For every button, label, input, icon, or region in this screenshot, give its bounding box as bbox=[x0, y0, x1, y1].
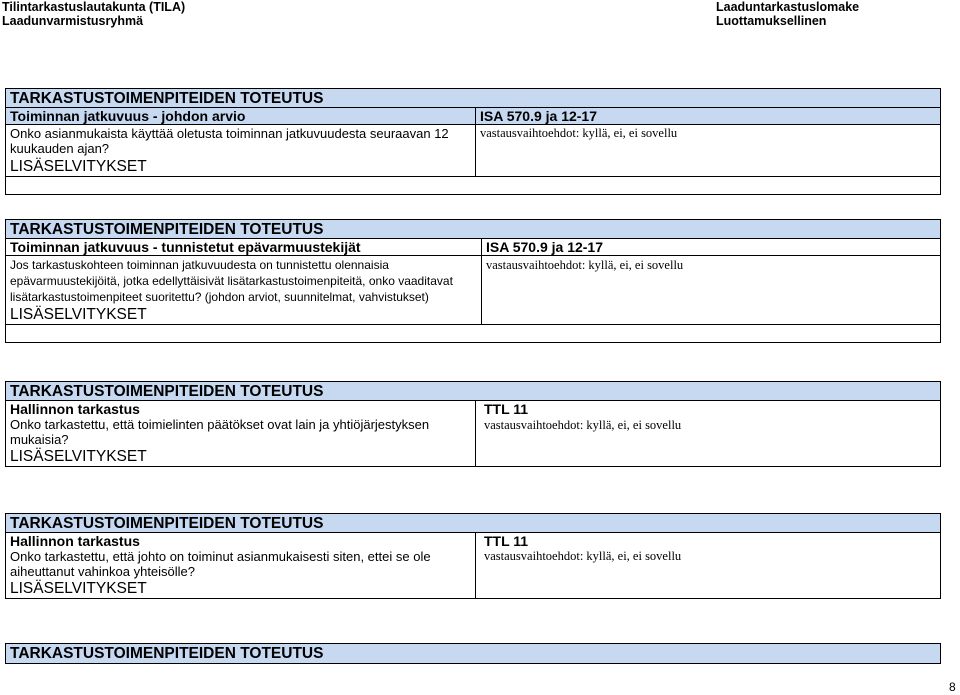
section-title: TARKASTUSTOIMENPITEIDEN TOTEUTUS bbox=[6, 644, 940, 663]
org-unit: Laadunvarmistusryhmä bbox=[2, 14, 144, 28]
question-row bbox=[6, 417, 940, 466]
reference: ISA 570.9 ja 12-17 bbox=[486, 239, 604, 255]
question-row bbox=[6, 125, 940, 177]
subheading: Hallinnon tarkastus bbox=[6, 401, 476, 417]
more-info-label: LISÄSELVITYKSET bbox=[10, 448, 147, 465]
question-row bbox=[6, 256, 940, 325]
answer-options[interactable]: vastausvaihtoehdot: kyllä, ei, ei sovellu bbox=[484, 549, 682, 563]
form-name: Laaduntarkastuslomake bbox=[716, 0, 860, 14]
section-5 bbox=[5, 643, 941, 664]
question-row bbox=[6, 549, 940, 598]
reference-prefix: TTL 11 bbox=[484, 533, 529, 549]
section-2 bbox=[5, 219, 941, 343]
question-text: Jos tarkastuskohteen toiminnan jatkuvuudesta on tunnistettu olennaisia epävarmuustekijöitä, jotka edellyttäisivät lisätarkastustoimenpiteitä, onko vaaditavat lisätarkastustoimenpiteet suoritettu? (johdon arviot, suunnitelmat, vahvistukset) bbox=[10, 258, 453, 304]
subheading-row bbox=[6, 401, 940, 417]
subheading: Hallinnon tarkastus bbox=[6, 533, 476, 549]
section-title: TARKASTUSTOIMENPITEIDEN TOTEUTUS bbox=[6, 220, 940, 239]
reference: ISA 570.9 ja 12-17 bbox=[480, 108, 598, 124]
header-left bbox=[2, 0, 185, 28]
org-name: Tilintarkastuslautakunta (TILA) bbox=[2, 0, 186, 14]
answer-options[interactable]: vastausvaihtoehdot: kyllä, ei, ei sovellu bbox=[486, 258, 684, 272]
subheading-row bbox=[6, 533, 940, 549]
section-title: TARKASTUSTOIMENPITEIDEN TOTEUTUS bbox=[6, 514, 940, 533]
question-text: Onko asianmukaista käyttää oletusta toiminnan jatkuvuudesta seuraavan 12 kuukauden ajan? bbox=[10, 126, 449, 156]
answer-options[interactable]: vastausvaihtoehdot: kyllä, ei, ei sovellu bbox=[484, 418, 682, 432]
section-title: TARKASTUSTOIMENPITEIDEN TOTEUTUS bbox=[6, 382, 940, 401]
answer-options[interactable]: vastausvaihtoehdot: kyllä, ei, ei sovellu bbox=[480, 126, 678, 140]
confidentiality: Luottamuksellinen bbox=[716, 14, 827, 28]
answer-field[interactable] bbox=[6, 325, 940, 342]
page-number: 8 bbox=[949, 680, 956, 694]
section-4 bbox=[5, 513, 941, 599]
reference bbox=[476, 401, 940, 417]
question-text: Onko tarkastettu, että toimielinten päätökset ovat lain ja yhtiöjärjestyksen mukaisia? bbox=[10, 417, 430, 447]
more-info-label: LISÄSELVITYKSET bbox=[10, 306, 147, 323]
answer-field[interactable] bbox=[6, 177, 940, 194]
section-title: TARKASTUSTOIMENPITEIDEN TOTEUTUS bbox=[6, 89, 940, 108]
more-info-label: LISÄSELVITYKSET bbox=[10, 580, 147, 597]
subheading-row bbox=[6, 239, 940, 256]
section-1 bbox=[5, 88, 941, 195]
section-3 bbox=[5, 381, 941, 467]
reference bbox=[476, 533, 940, 549]
subheading: Toiminnan jatkuvuus - johdon arvio bbox=[6, 108, 476, 124]
reference-prefix: TTL 11 bbox=[484, 401, 529, 417]
question-text: Onko tarkastettu, että johto on toiminut asianmukaisesti siten, ettei se ole aiheuttanut vahinkoa yhteisölle? bbox=[10, 549, 431, 579]
header-right bbox=[716, 0, 859, 28]
subheading-row bbox=[6, 108, 940, 125]
subheading: Toiminnan jatkuvuus - tunnistetut epävarmuustekijät bbox=[6, 239, 482, 255]
more-info-label: LISÄSELVITYKSET bbox=[10, 158, 147, 175]
